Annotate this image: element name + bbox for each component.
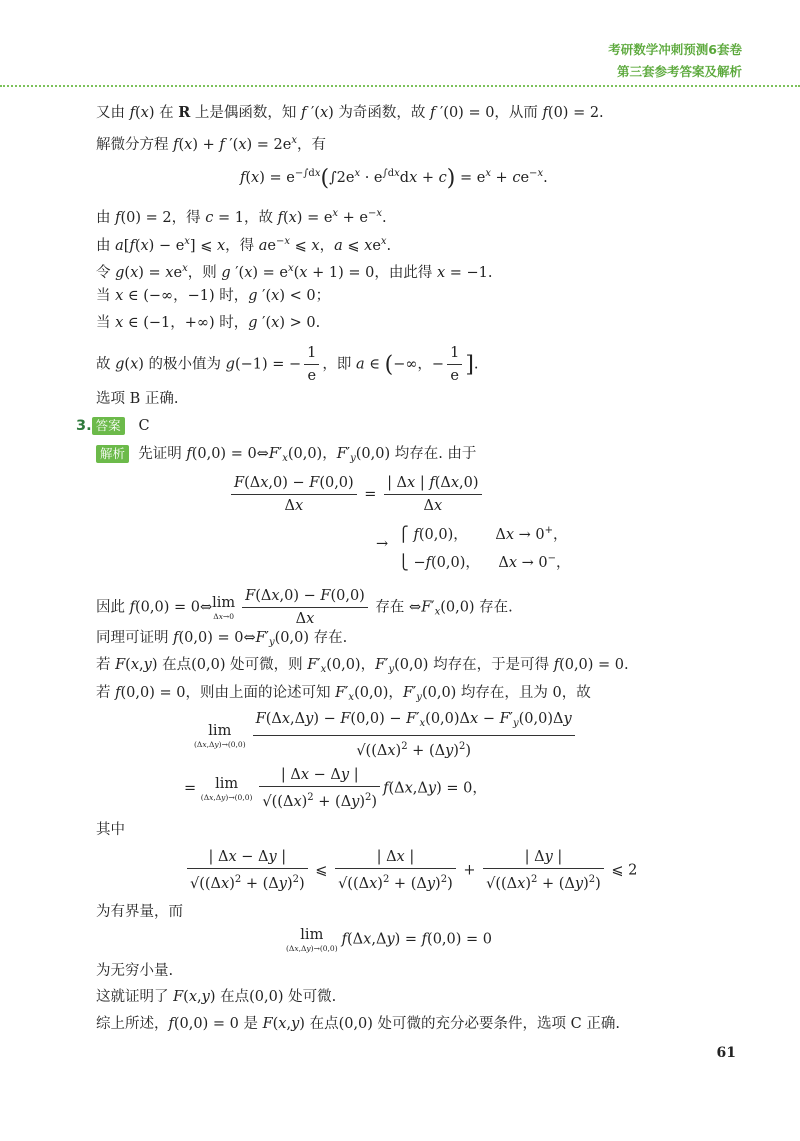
section-title: 第三套参考答案及解析	[616, 64, 742, 79]
question-number: 3.	[76, 418, 92, 434]
text-line: 其中	[96, 822, 125, 838]
formula: = lim (Δx,Δy)→(0,0) $\frac{| \Delta x - \Delta y |}{√((\Delta x)^2 + (\Delta y)^2)}$ f(Δx,Δy) = 0，	[184, 767, 487, 810]
text-line: 当 x ∈ (−∞，−1) 时，g ′(x) < 0；	[96, 288, 331, 304]
formula: ⎧ f(0,0)， Δx → 0+，	[398, 525, 568, 543]
text-line: 若 F(x,y) 在点(0,0) 处可微，则 $F'_x(0,0)$，$F'_y(0,0)$ 均存在，于是可得 f(0,0) = 0.	[96, 657, 629, 675]
formula: lim (Δx,Δy)→(0,0) $\frac{F(\Delta x,\Delta y) - F(0,0) - F'_x(0,0)\Delta x - F'_y(0,0)\Delta y}{√((\Delta x)^2 + (\Delta y)^2)}$	[194, 710, 578, 760]
text-line: 选项 B 正确.	[96, 391, 179, 407]
text-line: 令 $g(x) = xe^x$，则 g $'(x) = e^x(x + 1) = 0$，由此得 x = −1.	[96, 263, 493, 281]
text-line: 故 g(x) 的极小值为 g(−1) = − $\frac{1}{e}$ ，即 a ∈ (−∞，− $\frac{1}{e}$ ].	[96, 345, 479, 384]
text-line: 解微分方程 f(x) + f $'(x) = 2e^x$，有	[96, 135, 326, 153]
formula: $\frac{F(\Delta x,0) - F(0,0)}{\Delta x}$ = $\frac{| \Delta x | f(\Delta x,0)}{\Delta x}$	[228, 474, 485, 515]
formula: →	[376, 536, 389, 552]
text-line: 又由 f(x) 在 R 上是偶函数，知 f ′(x) 为奇函数，故 f ′(0) = 0，从而 f(0) = 2.	[96, 104, 604, 121]
text-line: 综上所述，f(0,0) = 0 是 F(x,y) 在点(0,0) 处可微的充分必要条件，选项 C 正确.	[96, 1016, 620, 1032]
answer-tag: 答案	[92, 417, 125, 435]
text-line: 由 $a[f(x) - e^x]$ ⩽ x，得 $ae^{-x}$ ⩽ x，a ⩽ $xe^x$.	[96, 236, 392, 254]
text-line: 因此 f(0,0) = 0⇔ lim Δx→0 $\frac{F(\Delta x,0) - F(0,0)}{\Delta x}$ 存在 $\Leftrightarrow F'_x(0,0)$ 存在.	[96, 588, 513, 627]
answer-line	[76, 417, 150, 435]
formula: ⎩ −f(0,0)， Δx → 0−，	[398, 553, 571, 571]
text-line: 为有界量，而	[96, 904, 183, 920]
analysis-tag: 解析	[96, 445, 129, 463]
header-divider	[0, 85, 800, 87]
text-line: 当 x ∈ (−1，+∞) 时，g ′(x) > 0.	[96, 315, 321, 331]
formula: lim (Δx,Δy)→(0,0) f(Δx,Δy) = f(0,0) = 0	[286, 927, 493, 953]
book-title: 考研数学冲刺预测6套卷	[608, 42, 742, 57]
answer-choice: C	[138, 418, 150, 434]
text-line: 若 f(0,0) = 0，则由上面的论述可知 $F'_x(0,0)$，$F'_y(0,0)$ 均存在，且为 0，故	[96, 685, 591, 703]
formula: $f(x) = e^{-\int dx}(\int 2e^x \cdot e^{\int dx}dx + c) = e^x + ce^{-x}$.	[240, 166, 548, 191]
formula: $\frac{| \Delta x - \Delta y |}{√((\Delta x)^2 + (\Delta y)^2)}$ ⩽ $\frac{| \Delta x |}{√((\Delta x)^2 + (\Delta y)^2)}$ + $\frac{| \Delta y |}{√((\Delta x)^2 + (\Delta y)^2)}$ ⩽ 2	[184, 848, 637, 893]
text-line: 这就证明了 F(x,y) 在点(0,0) 处可微.	[96, 989, 337, 1005]
text-line: 同理可证明 $f(0,0) = 0\Leftrightarrow F'_y(0,0)$ 存在.	[96, 630, 348, 648]
text-line: 由 f(0) = 2，得 c = 1，故 $f(x) = e^x + e^{-x}$.	[96, 208, 387, 226]
text-line: 为无穷小量.	[96, 963, 174, 979]
page-number: 61	[716, 1045, 736, 1061]
text-line: 解析 先证明 $f(0,0) = 0\Leftrightarrow F'_x(0,0)$，$F'_y(0,0)$ 均存在. 由于	[96, 445, 476, 468]
